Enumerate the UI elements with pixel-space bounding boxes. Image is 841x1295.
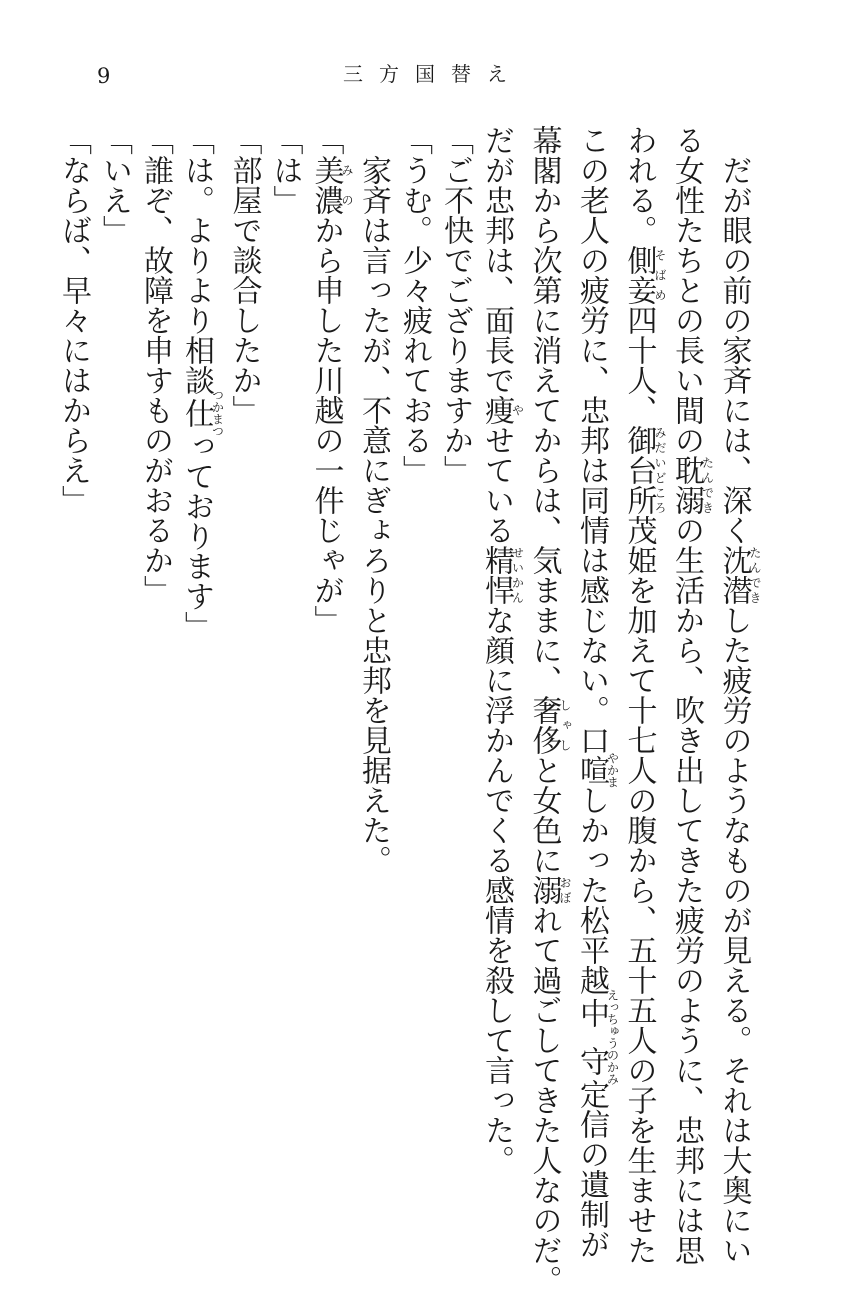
ruby-annotation xyxy=(574,989,620,1085)
ruby-annotation xyxy=(526,695,572,755)
ruby-reading: や xyxy=(510,395,525,425)
text-run: 「 xyxy=(308,125,344,155)
ruby-base: 耽溺 xyxy=(669,455,704,515)
ruby-annotation xyxy=(479,545,525,605)
ruby-annotation xyxy=(308,155,354,215)
text-run: っております」 xyxy=(179,431,214,641)
vertical-text-body xyxy=(56,125,762,1295)
text-run: の生活から、吹き出してきた疲労のように、忠邦には思 xyxy=(669,515,704,1265)
ruby-annotation xyxy=(621,245,667,305)
text-line xyxy=(224,125,265,1135)
text-run: しかった松平越 xyxy=(574,785,609,995)
text-run: 「は。よりより相談 xyxy=(179,125,214,395)
text-line xyxy=(306,125,354,1135)
text-line xyxy=(135,125,176,1135)
text-run: な顔に浮かんでくる感情を殺して言った。 xyxy=(479,605,514,1175)
running-head: 三方国替え xyxy=(343,62,523,86)
text-run: る女性たちとの長い間の xyxy=(669,125,704,455)
ruby-reading: つかまつ xyxy=(210,389,225,437)
ruby-annotation xyxy=(716,545,762,605)
text-run: だが眼の前の家斉には、深く xyxy=(716,155,752,545)
page-number: 9 xyxy=(97,64,111,88)
ruby-annotation xyxy=(574,752,620,788)
ruby-reading: たんでき xyxy=(700,455,715,515)
text-run: 「誰ぞ、故障を申すものがおるか」 xyxy=(138,125,173,605)
text-line xyxy=(394,125,435,1135)
ruby-base: 精悍 xyxy=(479,545,514,605)
ruby-base: 奢侈 xyxy=(526,695,562,755)
text-run: この老人の疲労に、忠邦は同情は感じない。口 xyxy=(574,125,609,755)
text-line xyxy=(176,125,224,1135)
text-run: 茂姫を加えて十七人の腹から、五十五人の子を生ませた xyxy=(621,515,657,1265)
ruby-base: 沈潜 xyxy=(716,545,752,605)
ruby-reading: たんでき xyxy=(748,545,762,605)
text-run: 「ご不快でござりますか」 xyxy=(438,125,473,485)
text-run: から申した川越の一件じゃが」 xyxy=(308,215,344,635)
text-run: と女色に xyxy=(526,755,562,875)
ruby-reading: しゃし xyxy=(558,695,572,755)
text-line xyxy=(524,125,572,1295)
text-run: 「うむ。少々疲れておる」 xyxy=(397,125,432,485)
text-run: 「部屋で談合したか」 xyxy=(226,125,262,425)
ruby-reading: おぼ xyxy=(558,875,572,905)
text-line xyxy=(619,125,667,1265)
text-line xyxy=(94,125,135,1135)
text-run: 「いえ」 xyxy=(97,125,132,245)
ruby-annotation xyxy=(479,395,525,425)
ruby-base: 仕 xyxy=(179,389,214,437)
ruby-base: 側妾 xyxy=(621,245,657,305)
ruby-annotation xyxy=(669,455,715,515)
ruby-annotation xyxy=(621,425,667,515)
ruby-reading: やかま xyxy=(605,752,620,788)
text-line xyxy=(476,125,525,1175)
text-run: 幕閣から次第に消えてからは、気ままに、 xyxy=(526,125,562,695)
text-run: われる。 xyxy=(621,125,657,245)
text-line xyxy=(265,125,306,1135)
text-run: 四十人、 xyxy=(621,305,657,425)
ruby-base: 喧 xyxy=(574,752,609,788)
text-line xyxy=(666,125,715,1265)
ruby-reading: みだいどころ xyxy=(653,425,667,515)
ruby-annotation xyxy=(526,875,572,905)
ruby-reading: そばめ xyxy=(653,245,667,305)
text-line xyxy=(435,125,476,1135)
text-line xyxy=(353,125,394,1135)
text-line xyxy=(53,125,94,1135)
text-run: 「は」 xyxy=(267,125,303,215)
text-run: した疲労のようなものが見える。それは大奥にい xyxy=(716,605,752,1265)
text-line xyxy=(714,125,762,1265)
text-run: だが忠邦は、面長で xyxy=(479,125,514,395)
text-run: 「ならば、早々にはからえ」 xyxy=(56,125,91,515)
ruby-base: 溺 xyxy=(526,875,562,905)
ruby-reading: せいかん xyxy=(510,545,525,605)
text-run: れて過ごしてきた人なのだ。 xyxy=(526,905,562,1295)
ruby-base: 痩 xyxy=(479,395,514,425)
text-run: 定信の遺制が xyxy=(574,1079,609,1259)
text-run: せている xyxy=(479,425,514,545)
ruby-annotation xyxy=(179,389,225,437)
ruby-reading: みの xyxy=(340,155,354,215)
ruby-base: 中守 xyxy=(574,989,609,1085)
text-line xyxy=(571,125,620,1259)
ruby-base: 御台所 xyxy=(621,425,657,515)
ruby-base: 美濃 xyxy=(308,155,344,215)
ruby-reading: えっちゅうのかみ xyxy=(605,989,620,1085)
text-run: 家斉は言ったが、不意にぎょろりと忠邦を見据えた。 xyxy=(356,155,391,875)
